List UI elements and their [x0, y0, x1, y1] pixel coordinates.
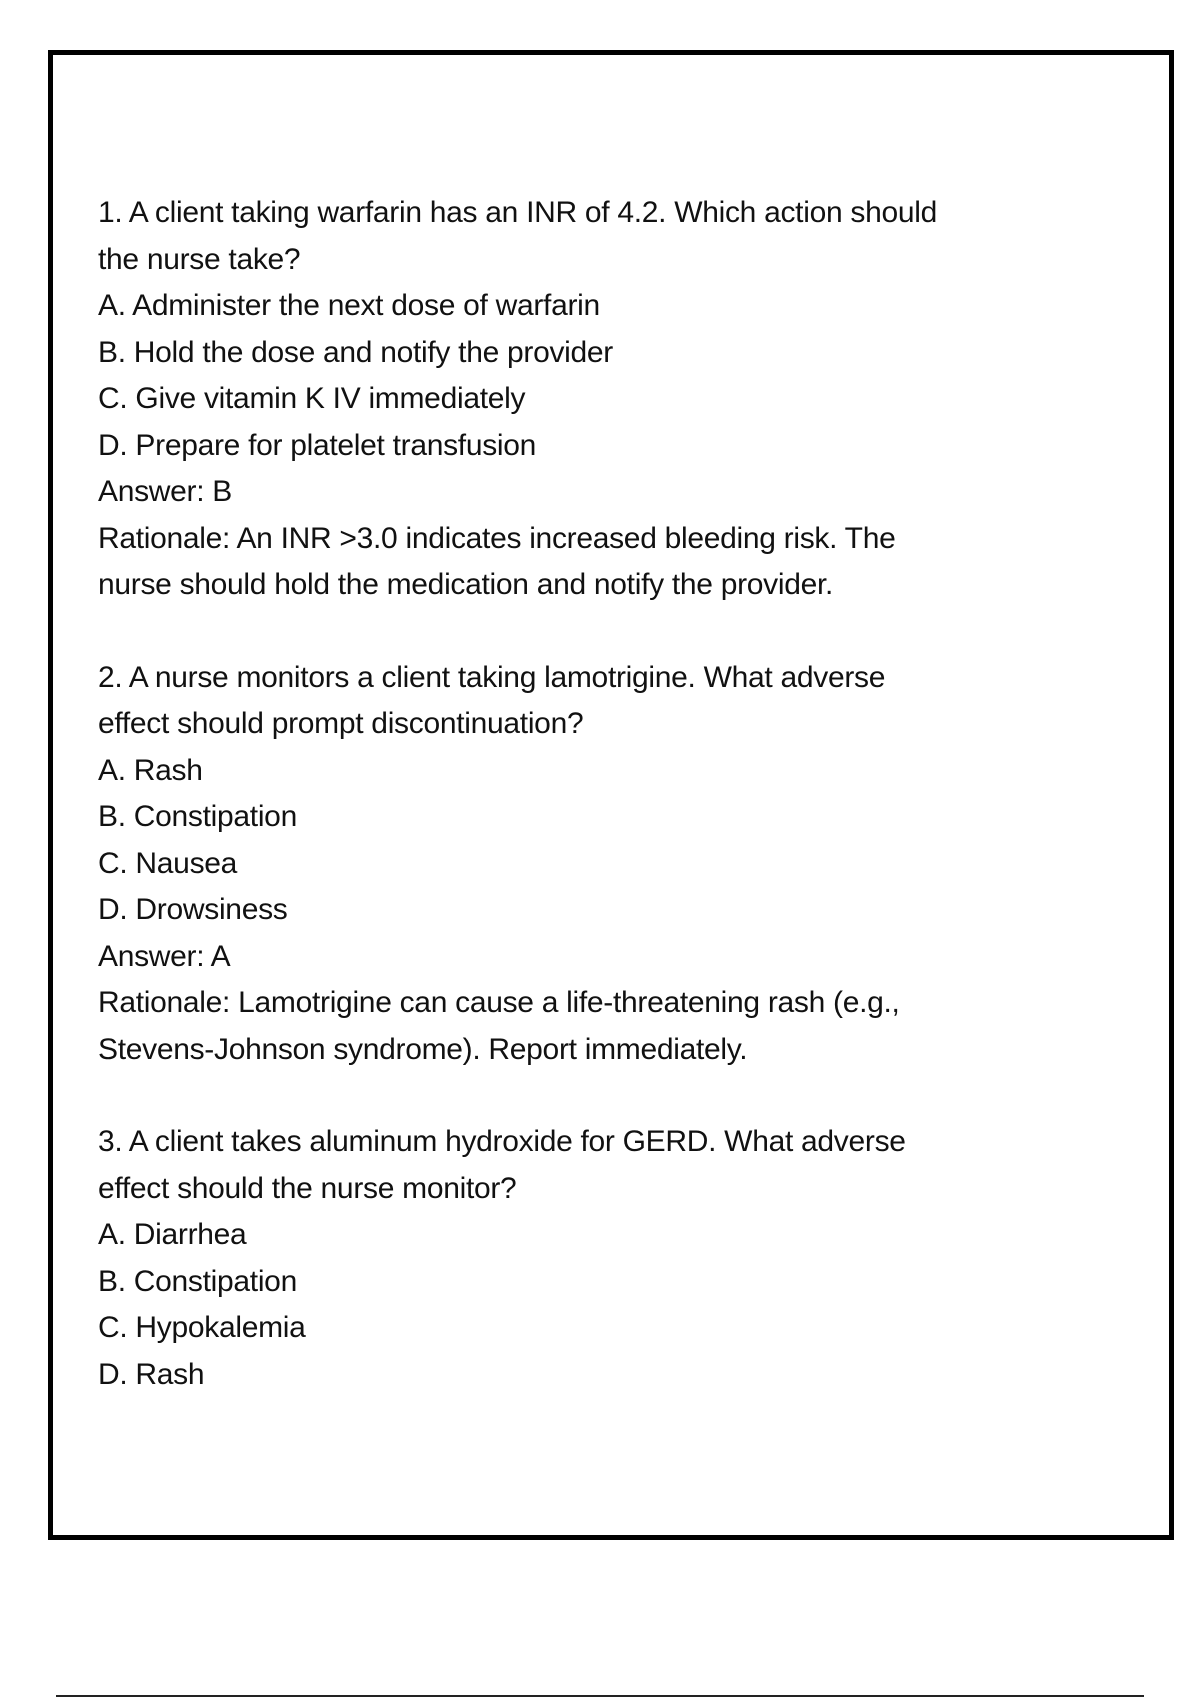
- option-d: D. Rash: [98, 1357, 205, 1391]
- quiz-content: [98, 190, 1068, 1398]
- option-b: B. Hold the dose and notify the provider: [98, 335, 613, 369]
- question-stem-line: 2. A nurse monitors a client taking lamotrigine. What adverse: [98, 660, 886, 694]
- option-c: C. Nausea: [98, 846, 238, 880]
- option-b: B. Constipation: [98, 800, 297, 833]
- question-1: [98, 190, 1068, 609]
- question-stem-line: 1. A client taking warfarin has an INR of 4.2. Which action should: [98, 196, 937, 229]
- rationale-line: Stevens-Johnson syndrome). Report immediately.: [98, 1032, 748, 1066]
- option-a: A. Administer the next dose of warfarin: [98, 289, 600, 322]
- rationale-line: Rationale: Lamotrigine can cause a life-threatening rash (e.g.,: [98, 986, 900, 1019]
- answer-line: Answer: A: [98, 939, 231, 973]
- question-stem-line: effect should the nurse monitor?: [98, 1171, 517, 1205]
- option-a: A. Rash: [98, 753, 203, 787]
- answer-line: Answer: B: [98, 475, 233, 508]
- option-d: D. Prepare for platelet transfusion: [98, 428, 537, 462]
- option-c: C. Hypokalemia: [98, 1311, 306, 1344]
- question-2: [98, 655, 1068, 1074]
- rationale-line: Rationale: An INR >3.0 indicates increased bleeding risk. The: [98, 521, 896, 555]
- bottom-divider: [56, 1695, 1144, 1697]
- option-b: B. Constipation: [98, 1264, 297, 1298]
- rationale-line: nurse should hold the medication and notify the provider.: [98, 568, 834, 601]
- question-stem-line: 3. A client takes aluminum hydroxide for GERD. What adverse: [98, 1125, 906, 1158]
- question-stem-line: effect should prompt discontinuation?: [98, 707, 584, 740]
- question-3: [98, 1119, 1068, 1398]
- option-d: D. Drowsiness: [98, 893, 288, 926]
- option-a: A. Diarrhea: [98, 1218, 247, 1251]
- question-stem-line: the nurse take?: [98, 242, 301, 276]
- option-c: C. Give vitamin K IV immediately: [98, 382, 526, 415]
